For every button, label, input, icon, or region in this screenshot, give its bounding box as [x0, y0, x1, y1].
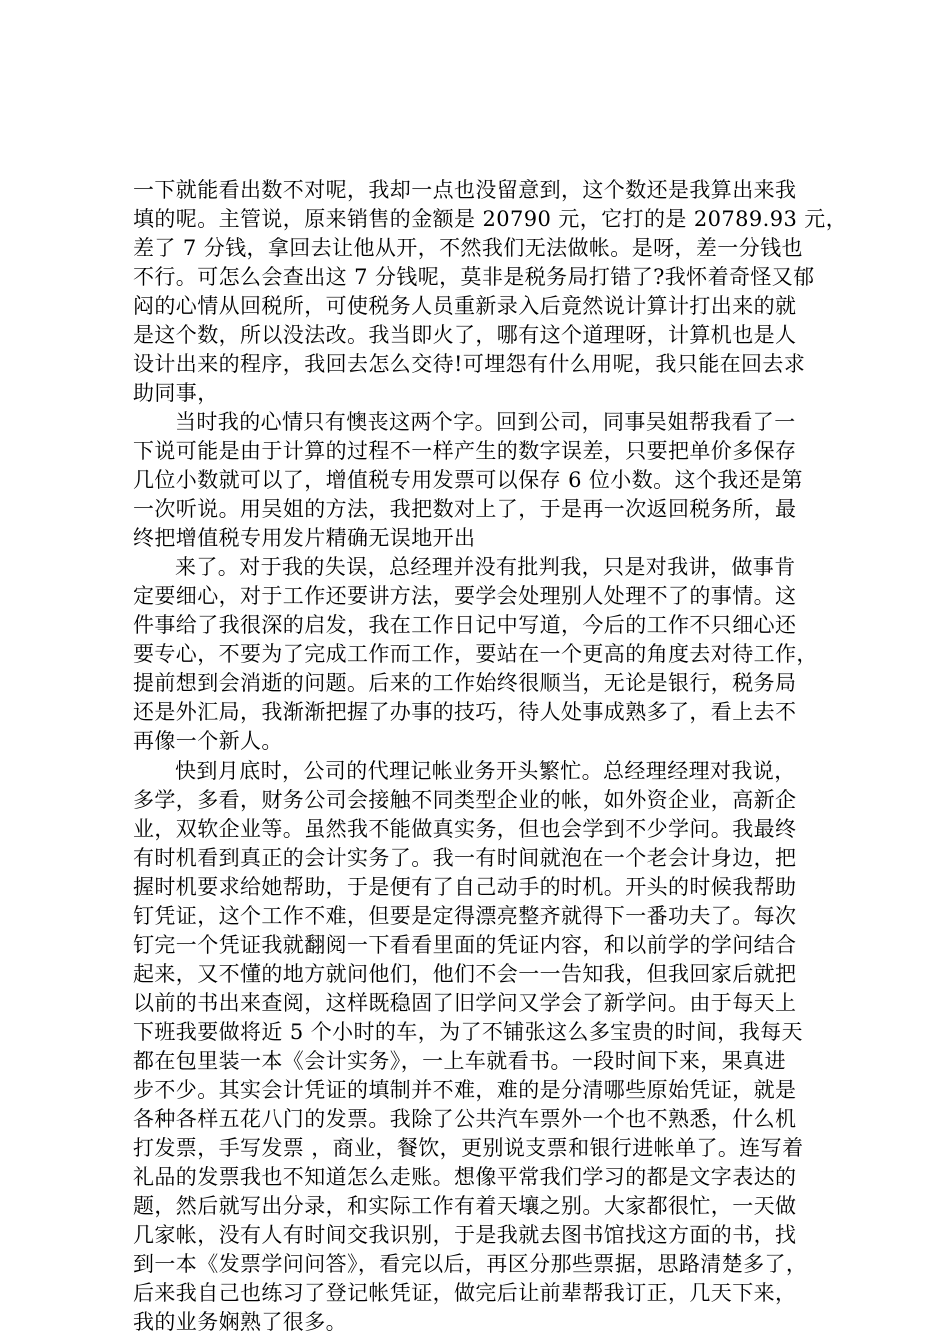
text-line: 握时机要求给她帮助，于是便有了自己动手的时机。开头的时候我帮助	[133, 874, 797, 899]
text-line: 件事给了我很深的启发，我在工作日记中写道，今后的工作不只细心还	[133, 613, 797, 638]
text-line: 差了 7 分钱，拿回去让他从开，不然我们无法做帐。是呀，差一分钱也	[133, 236, 803, 261]
text-line: 起来，又不懂的地方就问他们，他们不会一一告知我，但我回家后就把	[133, 961, 797, 986]
text-line: 填的呢。主管说，原来销售的金额是 20790 元，它打的是 20789.93 元，	[133, 207, 848, 232]
text-line: 钉完一个凭证我就翻阅一下看看里面的凭证内容，和以前学的学问结合	[133, 932, 797, 957]
text-line: 我的业务娴熟了很多。	[133, 1310, 347, 1334]
text-line: 钉凭证，这个工作不难，但要是定得漂亮整齐就得下一番功夫了。每次	[133, 903, 797, 928]
text-line: 礼品的发票我也不知道怎么走账。想像平常我们学习的都是文字表达的	[133, 1164, 797, 1189]
text-line: 有时机看到真正的会计实务了。我一有时间就泡在一个老会计身边，把	[133, 845, 797, 870]
text-line: 几家帐，没有人有时间交我识别，于是我就去图书馆找这方面的书，找	[133, 1222, 797, 1247]
text-line: 一次听说。用吴姐的方法，我把数对上了，于是再一次返回税务所，最	[133, 497, 797, 522]
text-line: 提前想到会消逝的问题。后来的工作始终很顺当，无论是银行，税务局	[133, 671, 797, 696]
text-line: 还是外汇局，我渐渐把握了办事的技巧，待人处事成熟多了，看上去不	[133, 700, 797, 725]
text-line: 定要细心，对于工作还要讲方法，要学会处理别人处理不了的事情。这	[133, 584, 797, 609]
text-line: 步不少。其实会计凭证的填制并不难，难的是分清哪些原始凭证，就是	[133, 1077, 797, 1102]
text-line: 是这个数，所以没法改。我当即火了，哪有这个道理呀，计算机也是人	[133, 323, 797, 348]
text-line: 不行。可怎么会查出这 7 分钱呢，莫非是税务局打错了?我怀着奇怪又郁	[133, 265, 815, 290]
text-line: 到一本《发票学问问答》，看完以后，再区分那些票据，思路清楚多了，	[133, 1251, 808, 1276]
text-line: 多学，多看，财务公司会接触不同类型企业的帐，如外资企业，高新企	[133, 787, 797, 812]
text-line: 设计出来的程序，我回去怎么交待!可埋怨有什么用呢，我只能在回去求	[133, 352, 806, 377]
text-line: 终把增值税专用发片精确无误地开出	[133, 526, 476, 551]
text-line: 后来我自己也练习了登记帐凭证，做完后让前辈帮我订正，几天下来，	[133, 1280, 797, 1305]
text-line: 都在包里装一本《会计实务》，一上车就看书。一段时间下来，果真进	[133, 1048, 786, 1073]
text-line: 几位小数就可以了，增值税专用发票可以保存 6 位小数。这个我还是第	[133, 468, 803, 493]
text-line: 来了。对于我的失误，总经理并没有批判我，只是对我讲，做事肯	[175, 555, 796, 580]
text-line: 要专心，不要为了完成工作而工作，要站在一个更高的角度去对待工作，	[133, 642, 818, 667]
text-line: 以前的书出来查阅，这样既稳固了旧学问又学会了新学问。由于每天上	[133, 990, 797, 1015]
text-line: 各种各样五花八门的发票。我除了公共汽车票外一个也不熟悉，什么机	[133, 1106, 797, 1131]
text-line: 打发票，手写发票 ，商业，餐饮，更别说支票和银行进帐单了。连写着	[133, 1135, 804, 1160]
text-line: 下说可能是由于计算的过程不一样产生的数字误差，只要把单价多保存	[133, 439, 797, 464]
text-line: 业，双软企业等。虽然我不能做真实务，但也会学到不少学问。我最终	[133, 816, 797, 841]
text-line: 下班我要做将近 5 个小时的车，为了不铺张这么多宝贵的时间，我每天	[133, 1019, 803, 1044]
text-line: 闷的心情从回税所，可使税务人员重新录入后竟然说计算计打出来的就	[133, 294, 797, 319]
text-line: 当时我的心情只有懊丧这两个字。回到公司，同事吴姐帮我看了一	[175, 410, 796, 435]
text-line: 题，然后就写出分录，和实际工作有着天壤之别。大家都很忙，一天做	[133, 1193, 797, 1218]
text-line: 助同事，	[133, 381, 219, 406]
text-line: 一下就能看出数不对呢，我却一点也没留意到，这个数还是我算出来我	[133, 178, 797, 202]
text-line: 快到月底时，公司的代理记帐业务开头繁忙。总经理经理对我说，	[175, 758, 796, 783]
text-line: 再像一个新人。	[133, 729, 283, 754]
